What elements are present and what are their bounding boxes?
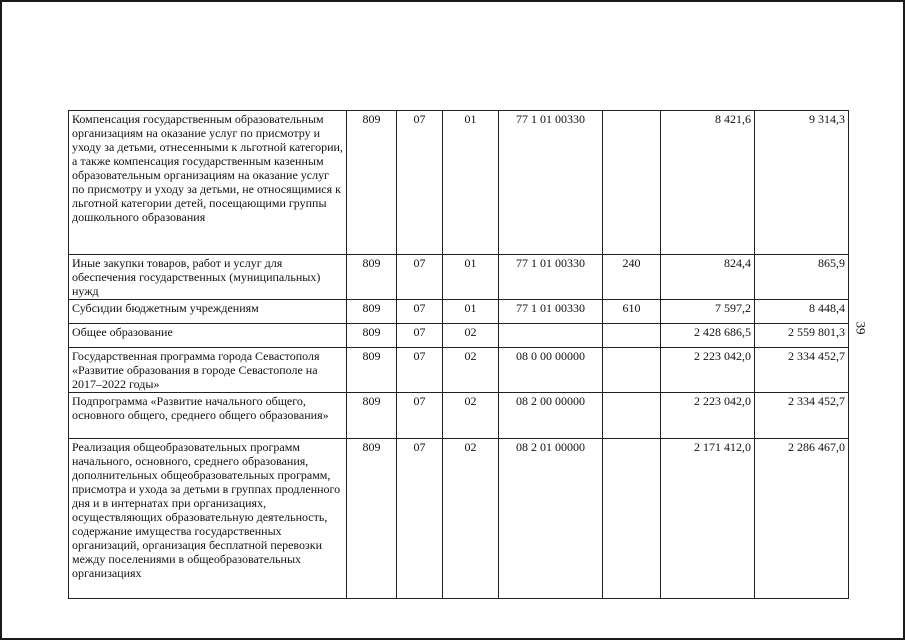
row-csr: 08 0 00 00000	[499, 348, 603, 393]
table-row	[69, 324, 849, 348]
table-row	[69, 393, 849, 439]
row-rz: 07	[397, 348, 443, 393]
table-row	[69, 111, 849, 255]
row-rz: 07	[397, 111, 443, 255]
row-pr: 02	[443, 348, 499, 393]
row-csr	[499, 324, 603, 348]
row-ved: 809	[347, 255, 397, 300]
row-sum2: 2 334 452,7	[755, 393, 849, 439]
row-rz: 07	[397, 255, 443, 300]
row-sum2: 8 448,4	[755, 300, 849, 324]
row-rz: 07	[397, 393, 443, 439]
row-csr: 77 1 01 00330	[499, 111, 603, 255]
row-sum1: 2 223 042,0	[661, 348, 755, 393]
row-ved: 809	[347, 393, 397, 439]
row-sum1: 7 597,2	[661, 300, 755, 324]
row-vr	[603, 348, 661, 393]
row-name: Государственная программа города Севастополя «Развитие образования в городе Севастополе на 2017–2022 годы»	[69, 348, 347, 393]
row-pr: 01	[443, 111, 499, 255]
row-pr: 02	[443, 439, 499, 599]
table-row	[69, 348, 849, 393]
table-row	[69, 255, 849, 300]
row-ved: 809	[347, 348, 397, 393]
row-csr: 77 1 01 00330	[499, 255, 603, 300]
row-vr	[603, 111, 661, 255]
budget-table	[68, 110, 849, 599]
row-rz: 07	[397, 324, 443, 348]
row-csr: 08 2 01 00000	[499, 439, 603, 599]
row-ved: 809	[347, 324, 397, 348]
row-name: Иные закупки товаров, работ и услуг для обеспечения государственных (муниципальных) нужд	[69, 255, 347, 300]
row-name: Реализация общеобразовательных программ начального, основного, среднего образования, дополнительных общеобразовательных программ, присмотра и ухода за детьми в группах продленного дня и в интернатах при организациях, осуществляющих образовательную деятельность, содержание имущества государственных организаций, организация бесплатной перевозки между поселениями в общеобразовательных организациях	[69, 439, 347, 599]
row-csr: 77 1 01 00330	[499, 300, 603, 324]
row-vr	[603, 393, 661, 439]
row-sum1: 2 171 412,0	[661, 439, 755, 599]
row-name: Подпрограмма «Развитие начального общего, основного общего, среднего общего образования»	[69, 393, 347, 439]
row-sum1: 8 421,6	[661, 111, 755, 255]
page-number: 39	[853, 321, 869, 335]
row-vr: 610	[603, 300, 661, 324]
row-csr: 08 2 00 00000	[499, 393, 603, 439]
row-pr: 02	[443, 324, 499, 348]
row-pr: 02	[443, 393, 499, 439]
row-sum2: 9 314,3	[755, 111, 849, 255]
row-rz: 07	[397, 439, 443, 599]
row-sum2: 2 334 452,7	[755, 348, 849, 393]
row-name: Компенсация государственным образовательным организациям на оказание услуг по присмотру и уходу за детьми, отнесенными к льготной категории, а также компенсация государственным казенным образовательным организациям на оказание услуг по присмотру и уходу за детьми, не относящимися к льготной категории детей, посещающими группы дошкольного образования	[69, 111, 347, 255]
row-sum2: 2 559 801,3	[755, 324, 849, 348]
row-vr	[603, 324, 661, 348]
row-sum1: 824,4	[661, 255, 755, 300]
row-pr: 01	[443, 255, 499, 300]
row-vr	[603, 439, 661, 599]
row-sum1: 2 428 686,5	[661, 324, 755, 348]
row-sum2: 865,9	[755, 255, 849, 300]
table-row	[69, 300, 849, 324]
row-rz: 07	[397, 300, 443, 324]
row-name: Общее образование	[69, 324, 347, 348]
row-ved: 809	[347, 111, 397, 255]
row-sum1: 2 223 042,0	[661, 393, 755, 439]
row-ved: 809	[347, 300, 397, 324]
row-sum2: 2 286 467,0	[755, 439, 849, 599]
row-name: Субсидии бюджетным учреждениям	[69, 300, 347, 324]
row-ved: 809	[347, 439, 397, 599]
row-pr: 01	[443, 300, 499, 324]
table-row	[69, 439, 849, 599]
row-vr: 240	[603, 255, 661, 300]
